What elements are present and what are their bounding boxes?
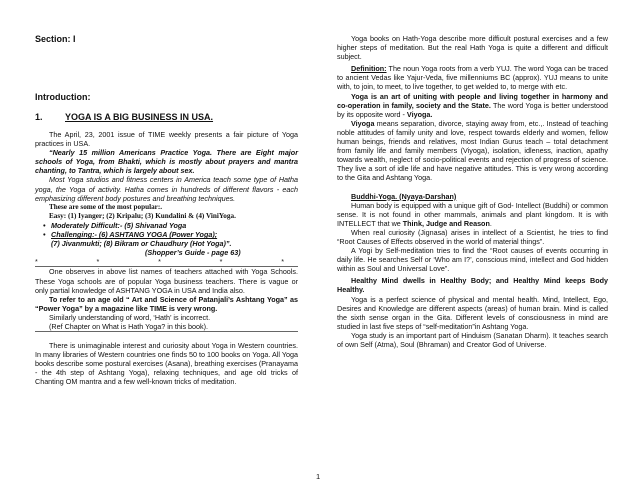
star-divider (35, 257, 298, 267)
harmony-paragraph (337, 92, 608, 119)
intellect-paragraph (337, 201, 608, 228)
hath-paragraph: Similarly understanding of word, ‘Hath’ is incorrect. (49, 312, 211, 322)
intellect-end: . (489, 218, 492, 228)
list-item: • Challenging:- (6) ASHTANG YOGA (Power Yoga); (51, 230, 298, 239)
definition-text: The noun Yoga roots from a verb YUJ. The word Yoga can be traced to ancient Vedas like Yajur-Veda, five millenniums BC (approx). YUJ means to unite with, to join, to meet, to live together, to get welded to, to merge with etc. (337, 64, 608, 92)
definition-label: Definition: (351, 64, 387, 74)
harmony-statement: Yoga is an art of uniting with people and living together in harmony and co-operation in family, society and the State. (337, 91, 608, 110)
definition-paragraph (337, 64, 608, 91)
star: * (96, 257, 100, 267)
paragraph-time-weekly: The April, 23, 2001 issue of TIME weekly presents a fair picture of Yoga practices in USA. (35, 130, 298, 149)
popular-list-intro: These are some of the most popular:. (49, 202, 163, 211)
heading-text: YOGA IS A BIG BUSINESS IN USA. (65, 112, 214, 122)
easy-list: Easy: (1) Iyanger; (2) Kripalu; (3) Kundalini & (4) ViniYoga. (49, 211, 236, 220)
quote-paragraph: “Nearly 15 million Americans Practice Yoga. There are Eight major schools of Yoga, from Bhakti, which is mostly about prayers and mantra chanting, to Tantra, which is largely about sex. (35, 148, 298, 176)
star: * (35, 257, 38, 267)
star: * (219, 257, 223, 267)
intellect-bold: Think, Judge and Reason (402, 218, 490, 228)
list-continuation: (7) Jivanmukti; (8) Bikram or Chaudhury (Hot Yoga)”. (51, 239, 232, 249)
western-interest-paragraph: There is unimaginable interest and curiosity about Yoga in Western countries. In many libraries of Western countries one finds 50 to 100 books on Yoga. All Yoga books describe some postural exercises (Asana), breathing exercises (Pranayama - the 4th step of Ashtang Yoga), relaxing techniques, and age old tricks of Chanting OM mantra and a few well-known tricks of meditation. (35, 341, 298, 387)
hinduism-paragraph: Yoga study is an important part of Hinduism (Sanatan Dharm). It teaches search of own Self (Atma), Soul (Bhraman) and Creator God of Universe. (337, 330, 608, 349)
curiosity-paragraph: When real curiosity (Jignasa) arises in intellect of a Scientist, he tries to find “Root Causes of Effects observed in the world of material things”. (337, 227, 608, 246)
intellect-text: Human body is equipped with a unique gift of God- Intellect (Buddhi) or common sense. It is not found in other mammals, animals and plant kingdom. It is with INTELLECT that we (337, 200, 608, 228)
viyoga-paragraph (337, 119, 608, 183)
observation-paragraph: One observes in above list names of teachers attached with Yoga Schools. These Yoga schools are of popular Yoga business teachers. There is vague or only partial knowledge of ASHTANG YOGA in USA and India also. (35, 267, 298, 295)
power-yoga-paragraph: To refer to an age old “ Art and Science of Patanjali’s Ashtang Yoga” as “Power Yoga” by a magazine like TIME is very wrong. (35, 294, 298, 313)
heading-number: 1. (35, 112, 43, 122)
hatha-paragraph: Most Yoga studios and fitness centers in America teach some type of Hatha yoga, the Yoga of activity. Hatha comes in hundreds of different flavors - each emphasizing different body postures and breathing techniques. (35, 175, 298, 203)
right-column (337, 34, 608, 349)
list-item: • Moderately Difficult:- (5) Shivanad Yoga (51, 221, 298, 230)
hath-books-paragraph: Yoga books on Hath-Yoga describe more difficult postural exercises and a few higher steps of meditation. But the real Hath Yoga is quite a different and difficult subject. (337, 34, 608, 62)
source-citation: (Shopper’s Guide - page 63) (145, 248, 241, 258)
star: * (158, 257, 161, 267)
viyoga-text: means separation, divorce, staying away from, etc.,. Instead of teaching noble attitudes of family unity and love, respect towards elderly and women, fellow human beings, friends and relatives, most Indian Gurus teach – total detachment from family life and family members (Viyoga), isolation, idleness, inaction, apathy towards wealth, neglect of socio-political events and rejection of progress of science. They live a sort of idle life and have negative attitudes. This is very wrong according to the Gita and Ashtang Yoga. (337, 118, 608, 183)
left-column (35, 130, 298, 387)
viyoga-lead: Viyoga (351, 118, 375, 128)
star: * (281, 257, 284, 267)
perfect-science-paragraph: Yoga is a perfect science of physical and mental health. Mind, Intellect, Ego, Desires and Knowledge are different aspects (areas) of human brain. Mind is called the sixth sense organ in the Gita. Different levels of consciousness in mind are studied in last five steps of “self-meditation”in Ashtang Yoga. (337, 294, 608, 331)
harmony-tail: The word Yoga is better understood by its opposite word - (337, 100, 608, 119)
introduction-heading: Introduction: (35, 92, 91, 102)
chapter-heading (35, 112, 213, 122)
viyoga-term: Viyoga. (406, 109, 433, 119)
section-label: Section: I (35, 34, 76, 44)
healthy-mind-paragraph: Healthy Mind dwells in Healthy Body; and Healthy Mind keeps Body Healthy. (337, 276, 608, 295)
yoga-style-list (35, 221, 298, 239)
page-number: 1 (316, 472, 321, 481)
buddhi-yoga-heading: Buddhi-Yoga. (Nyaya-Darshan) (351, 191, 457, 201)
reference-paragraph: (Ref Chapter on What is Hath Yoga? in this book). (35, 322, 298, 332)
self-meditation-paragraph: A Yogi by Self-meditation tries to find the “Root causes of events occurring in daily life. He searches Self or ‘Who am I?’, conscious mind, intellect and God hidden within as Soul and Universal Love”. (337, 246, 608, 274)
